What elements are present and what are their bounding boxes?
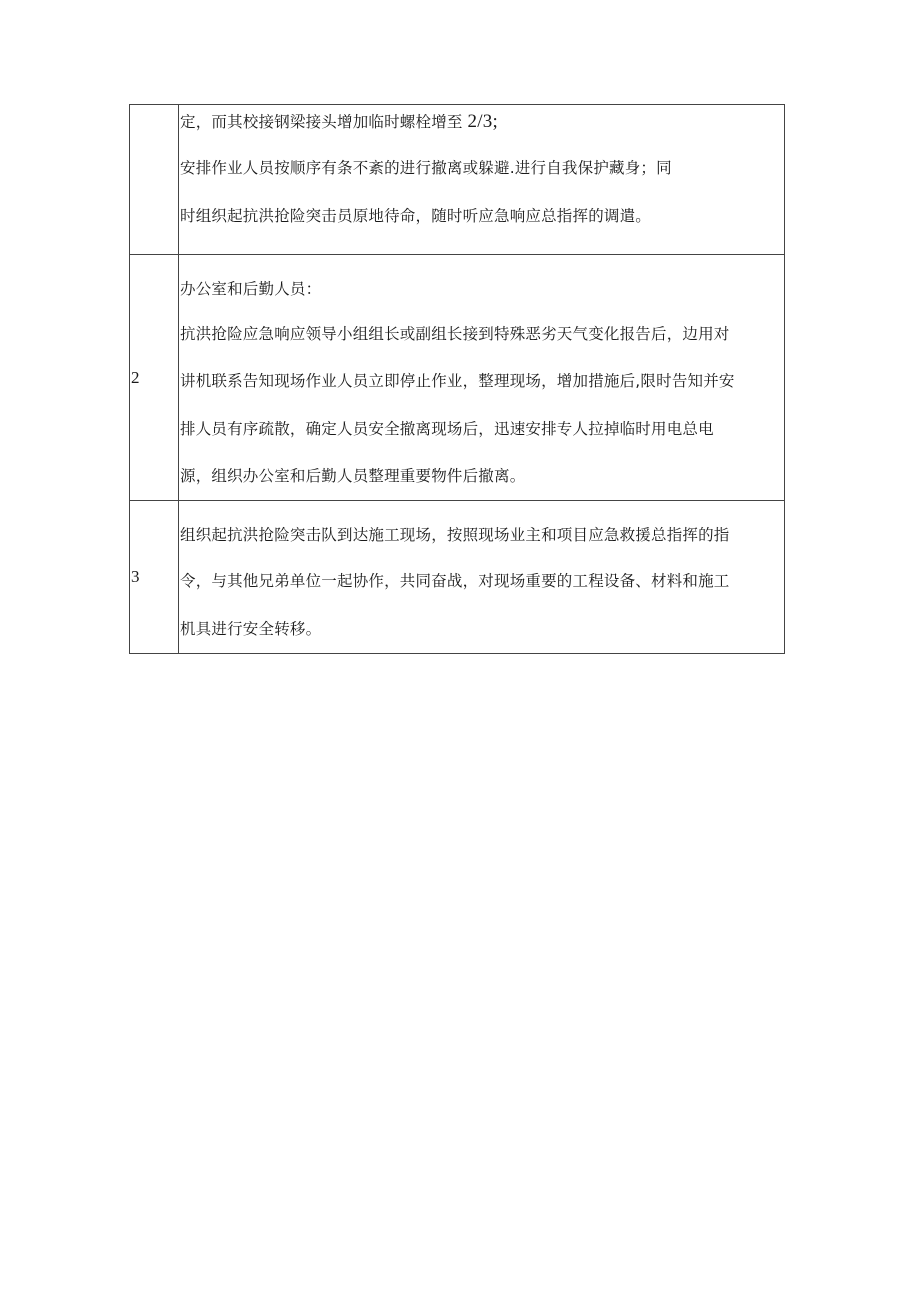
ratio-text: 2/3; (462, 111, 498, 132)
row-number: 2 (130, 255, 179, 501)
row-number: 3 (130, 501, 179, 654)
content-line: 安排作业人员按顺序有条不紊的进行撤离或躲避.进行自我保护藏身；同 (180, 159, 672, 177)
content-line: 抗洪抢险应急响应领导小组组长或副组长接到特殊恶劣天气变化报告后，边用对 (180, 325, 730, 343)
emergency-procedure-table (129, 104, 785, 654)
row-content (179, 501, 785, 654)
table-row (130, 501, 785, 654)
content-line: 定，而其校接钢梁接头增加临时螺栓增至 2/3; (180, 111, 498, 132)
content-line: 排人员有序疏散，确定人员安全撤离现场后，迅速安排专人拉掉临时用电总电 (180, 420, 714, 438)
row-number (130, 105, 179, 255)
content-line: 组织起抗洪抢险突击队到达施工现场，按照现场业主和项目应急救援总指挥的指 (180, 526, 730, 544)
table-row (130, 255, 785, 501)
content-line: 机具进行安全转移。 (180, 620, 322, 638)
table-row (130, 105, 785, 255)
row-content (179, 255, 785, 501)
content-line: 时组织起抗洪抢险突击员原地待命，随时听应急响应总指挥的调遣。 (180, 207, 652, 225)
row-content (179, 105, 785, 255)
content-line: 讲机联系告知现场作业人员立即停止作业，整理现场，增加措施后,限时告知并安 (180, 372, 735, 390)
content-line: 令，与其他兄弟单位一起协作，共同奋战，对现场重要的工程设备、材料和施工 (180, 572, 730, 590)
content-line: 源，组织办公室和后勤人员整理重要物件后撤离。 (180, 467, 526, 485)
content-line: 办公室和后勤人员： (180, 280, 322, 298)
